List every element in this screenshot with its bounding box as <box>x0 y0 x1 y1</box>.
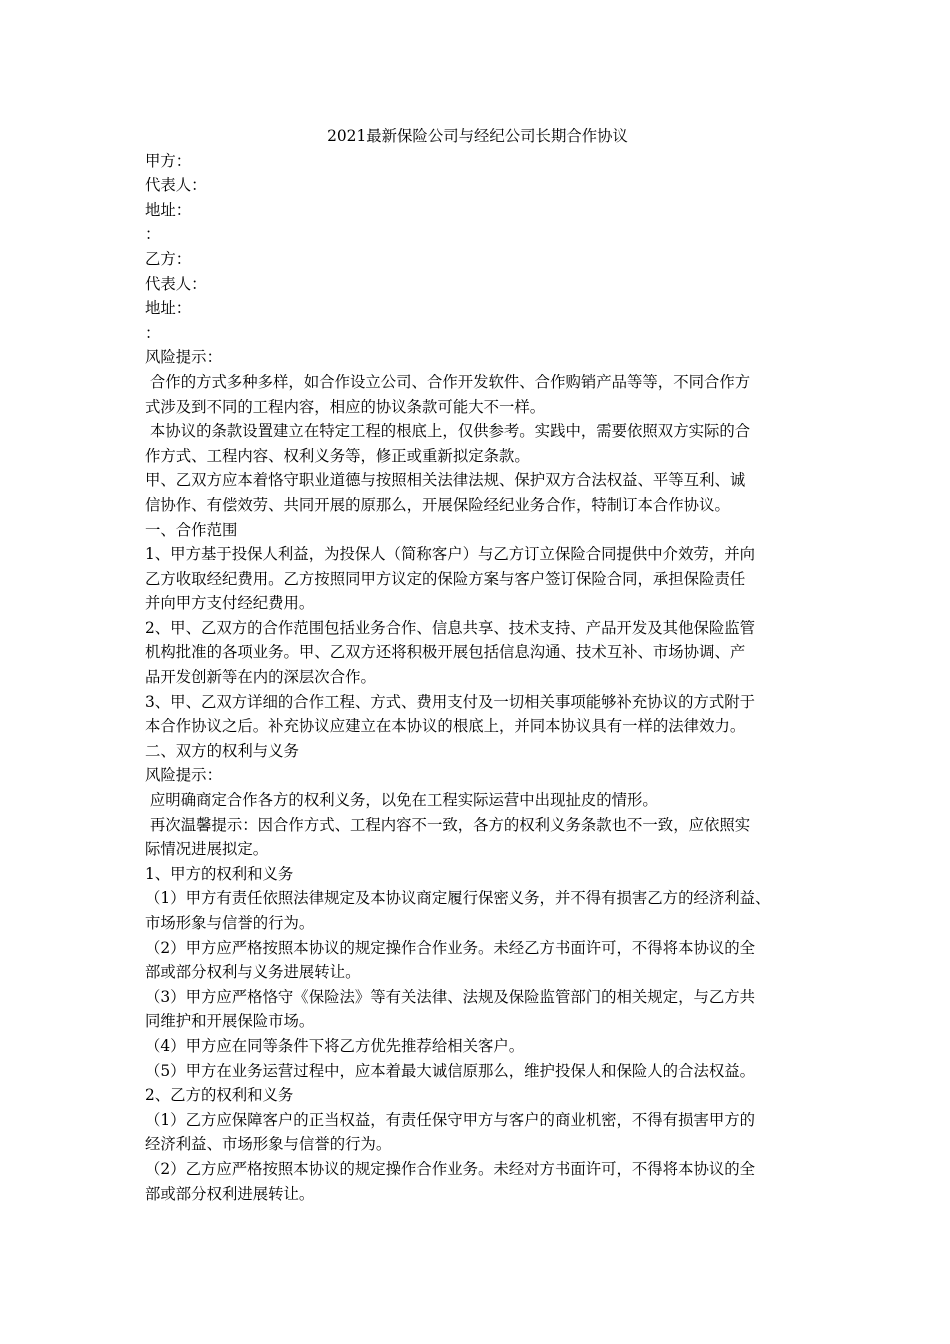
text-line: 1、甲方基于投保人利益，为投保人（简称客户）与乙方订立保险合同提供中介效劳，并向 <box>145 545 756 564</box>
text-line: 市场形象与信誉的行为。 <box>145 914 315 932</box>
text-line: 再次温馨提示：因合作方式、工程内容不一致，各方的权利义务条款也不一致，应依照实 <box>145 815 751 834</box>
text-line: 2、乙方的权利和义务 <box>145 1086 294 1105</box>
text-line: ： <box>145 323 161 342</box>
text-line: 甲方： <box>145 151 192 170</box>
text-line: （1）乙方应保障客户的正当权益，有责任保守甲方与客户的商业机密，不得有损害甲方的 <box>145 1110 756 1129</box>
document-text <box>145 149 810 1207</box>
text-line: 信协作、有偿效劳、共同开展的原那么，开展保险经纪业务合作，特制订本合作协议。 <box>145 495 730 514</box>
text-line: 一、合作范围 <box>145 520 238 539</box>
text-line: 式涉及到不同的工程内容，相应的协议条款可能大不一样。 <box>145 397 546 416</box>
text-line: 本合作协议之后。补充协议应建立在本协议的根底上，并同本协议具有一样的法律效力。 <box>145 717 746 736</box>
text-line: 应明确商定合作各方的权利义务，以免在工程实际运营中出现扯皮的情形。 <box>145 791 658 810</box>
text-line: 品开发创新等在内的深层次合作。 <box>145 668 376 687</box>
document-title: 2021最新保险公司与经纪公司长期合作协议 <box>327 127 628 145</box>
text-line: 代表人： <box>145 176 207 195</box>
text-line: 地址： <box>145 299 192 318</box>
text-line: （2）甲方应严格按照本协议的规定操作合作业务。未经乙方书面许可，不得将本协议的全 <box>145 938 756 957</box>
document-body <box>145 124 810 1206</box>
text-line: 风险提示： <box>145 766 222 785</box>
text-line: 部或部分权利进展转让。 <box>145 1184 315 1203</box>
text-line: 风险提示： <box>145 348 222 367</box>
text-line: 部或部分权利与义务进展转让。 <box>145 963 361 982</box>
text-line: 同维护和开展保险市场。 <box>145 1012 315 1031</box>
text-line: 本协议的条款设置建立在特定工程的根底上，仅供参考。实践中，需要依照双方实际的合 <box>145 422 751 441</box>
text-line: （3）甲方应严格恪守《保险法》等有关法律、法规及保险监管部门的相关规定，与乙方共 <box>145 987 756 1006</box>
text-line: 际情况进展拟定。 <box>145 840 269 859</box>
text-line: 二、双方的权利与义务 <box>145 741 299 760</box>
text-line: 代表人： <box>145 274 207 293</box>
text-line: 地址： <box>145 200 192 219</box>
text-line: （1）甲方有责任依照法律规定及本协议商定履行保密义务，并不得有损害乙方的经济利益、 <box>145 889 771 908</box>
text-line: 作方式、工程内容、权利义务等，修正或重新拟定条款。 <box>145 446 530 465</box>
text-line: 机构批准的各项业务。甲、乙双方还将积极开展包括信息沟通、技术互补、市场协调、产 <box>145 643 746 662</box>
text-line: 合作的方式多种多样，如合作设立公司、合作开发软件、合作购销产品等等，不同合作方 <box>145 372 751 391</box>
text-line: 1、甲方的权利和义务 <box>145 864 294 883</box>
text-line: 3、甲、乙双方详细的合作工程、方式、费用支付及一切相关事项能够补充协议的方式附于 <box>145 692 756 711</box>
text-line: 并向甲方支付经纪费用。 <box>145 594 315 613</box>
text-line: 2、甲、乙双方的合作范围包括业务合作、信息共享、技术支持、产品开发及其他保险监管 <box>145 618 756 637</box>
text-line: ： <box>145 225 161 244</box>
text-line: 甲、乙双方应本着恪守职业道德与按照相关法律法规、保护双方合法权益、平等互利、诚 <box>145 471 746 490</box>
text-line: （2）乙方应严格按照本协议的规定操作合作业务。未经对方书面许可，不得将本协议的全 <box>145 1159 756 1178</box>
text-line: 乙方收取经纪费用。乙方按照同甲方议定的保险方案与客户签订保险合同，承担保险责任 <box>145 569 746 588</box>
text-line: （4）甲方应在同等条件下将乙方优先推荐给相关客户。 <box>145 1036 525 1055</box>
text-line: 经济利益、市场形象与信誉的行为。 <box>145 1135 392 1154</box>
text-line: 乙方： <box>145 249 192 268</box>
text-line: （5）甲方在业务运营过程中，应本着最大诚信原那么，维护投保人和保险人的合法权益。 <box>145 1061 756 1080</box>
